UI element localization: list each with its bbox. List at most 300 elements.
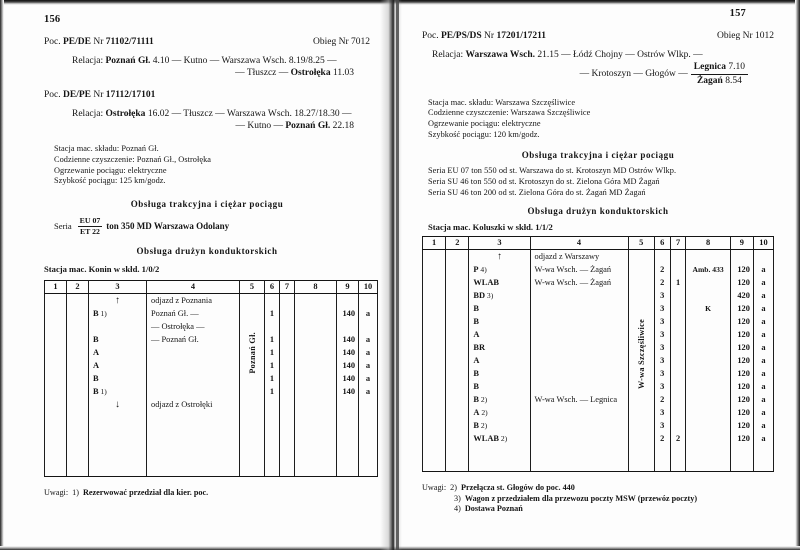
cell-col7 bbox=[280, 450, 295, 463]
table-row[interactable] bbox=[45, 307, 378, 320]
left-page bbox=[0, 0, 392, 550]
cell-weight: 120 bbox=[730, 341, 753, 354]
cell-weight: 120 bbox=[730, 406, 753, 419]
cell-col10: a bbox=[359, 333, 378, 346]
right-train1-obieg bbox=[717, 31, 774, 41]
cell-car-class bbox=[469, 393, 530, 406]
cell-car-class bbox=[89, 346, 147, 359]
car-class-label: B bbox=[93, 309, 99, 319]
cell-col2 bbox=[67, 346, 89, 359]
car-class-label: P bbox=[473, 265, 479, 275]
nr-value: 17201/17211 bbox=[496, 31, 547, 41]
cell-remark bbox=[295, 437, 337, 450]
cell-col10: a bbox=[753, 315, 773, 328]
table-row[interactable] bbox=[45, 463, 378, 477]
cell-col10 bbox=[359, 411, 378, 424]
spec-line: Szybkość pociągu: 125 km/godz. bbox=[54, 176, 166, 186]
cell-col10: a bbox=[359, 359, 378, 372]
relacja-origin: Ostrołęka bbox=[105, 108, 146, 119]
table-row[interactable] bbox=[423, 250, 774, 264]
relacja-destination: Poznań Gł. bbox=[285, 121, 331, 132]
col-header-6: 6 bbox=[654, 237, 670, 250]
cell-route bbox=[530, 432, 628, 445]
traction-line: Seria SU 46 ton 200 od st. Zielona Góra do st. Żagań MD Żagań bbox=[428, 187, 646, 197]
relacja-label: Relacja: bbox=[432, 50, 464, 60]
cell-col1 bbox=[423, 419, 446, 432]
car-class-label: A bbox=[473, 408, 480, 418]
cell-car-class bbox=[469, 276, 530, 289]
nr-value: 71102/71111 bbox=[105, 37, 154, 47]
cell-col10: a bbox=[753, 419, 773, 432]
cell-col10: a bbox=[753, 406, 773, 419]
cell-remark bbox=[686, 419, 730, 432]
cell-route bbox=[147, 346, 240, 359]
cell-route bbox=[530, 445, 628, 458]
cell-seat-count: 3 bbox=[654, 341, 670, 354]
nr-label: Nr bbox=[93, 37, 104, 47]
cell-col10: a bbox=[359, 372, 378, 385]
table-row[interactable] bbox=[45, 385, 378, 398]
cell-weight: 140 bbox=[337, 372, 359, 385]
cell-remark bbox=[295, 346, 337, 359]
cell-col7 bbox=[280, 385, 295, 398]
cell-car-class bbox=[89, 411, 147, 424]
cell-remark bbox=[295, 385, 337, 398]
cell-car-class bbox=[469, 367, 530, 380]
col-header-10: 10 bbox=[753, 237, 773, 250]
cell-col10 bbox=[359, 398, 378, 411]
cell-route bbox=[147, 450, 240, 463]
cell-col1 bbox=[45, 463, 67, 477]
footnote-ref: 2) bbox=[478, 395, 488, 405]
cell-col10: a bbox=[753, 302, 773, 315]
cell-weight: 120 bbox=[730, 419, 753, 432]
cell-car-class bbox=[469, 445, 530, 458]
dest-bottom-name: Żagań bbox=[696, 75, 723, 86]
obieg-value: 7012 bbox=[351, 37, 370, 47]
cell-col1 bbox=[423, 341, 446, 354]
col-header-3: 3 bbox=[469, 237, 530, 250]
col-header-1: 1 bbox=[45, 281, 67, 294]
poc-label: Poc. bbox=[422, 31, 439, 41]
cell-col7 bbox=[670, 289, 686, 302]
car-class-label: B bbox=[473, 395, 479, 405]
table-row[interactable] bbox=[45, 346, 378, 359]
footnote-ref: 2) bbox=[478, 421, 488, 431]
cell-col1 bbox=[423, 406, 446, 419]
cell-car-class bbox=[89, 385, 147, 398]
col-header-4: 4 bbox=[530, 237, 628, 250]
cell-seat-count: 3 bbox=[654, 328, 670, 341]
cell-seat-count: 2 bbox=[654, 276, 670, 289]
car-class-label: A bbox=[473, 356, 480, 366]
cell-seat-count bbox=[654, 250, 670, 264]
cell-seat-count bbox=[265, 398, 280, 411]
left-train1-poc bbox=[44, 37, 154, 47]
cell-route bbox=[147, 424, 240, 437]
table-row[interactable] bbox=[423, 367, 774, 380]
cell-remark bbox=[295, 307, 337, 320]
cell-car-class bbox=[469, 354, 530, 367]
left-train1-relacja bbox=[44, 55, 370, 80]
cell-car-class bbox=[469, 341, 530, 354]
cell-col5 bbox=[240, 450, 265, 463]
cell-seat-count bbox=[265, 320, 280, 333]
cell-weight: 120 bbox=[730, 263, 753, 276]
cell-col10 bbox=[359, 437, 378, 450]
right-conductor-station: Stacja mac. Koluszki w skłd. 1/1/2 bbox=[428, 222, 553, 233]
cell-weight: 120 bbox=[730, 380, 753, 393]
cell-weight: 140 bbox=[337, 359, 359, 372]
note-key: 3) bbox=[454, 493, 461, 503]
cell-route bbox=[530, 354, 628, 367]
cell-seat-count: 1 bbox=[265, 372, 280, 385]
cell-car-class bbox=[89, 437, 147, 450]
table-row[interactable] bbox=[45, 294, 378, 308]
cell-seat-count: 1 bbox=[265, 307, 280, 320]
cell-col10: a bbox=[753, 354, 773, 367]
relacja-line1: 4.10 — Kutno — Warszawa Wsch. 8.19/8.25 — bbox=[150, 56, 337, 66]
cell-route: — Poznań Gł. bbox=[147, 333, 240, 346]
footnote-ref: 1) bbox=[98, 309, 107, 319]
cell-col1 bbox=[45, 450, 67, 463]
dest-bottom-time: 8.54 bbox=[722, 75, 742, 86]
spec-line: Codzienne czyszczenie: Poznań Gł., Ostrołęka bbox=[54, 154, 212, 164]
table-row[interactable] bbox=[423, 380, 774, 393]
table-row[interactable] bbox=[423, 328, 774, 341]
left-page-number: 156 bbox=[44, 14, 61, 25]
car-class-label: B bbox=[473, 421, 479, 431]
cell-remark: K bbox=[686, 302, 730, 315]
cell-car-class bbox=[469, 406, 530, 419]
cell-car-class bbox=[89, 424, 147, 437]
cell-seat-count bbox=[265, 437, 280, 450]
cell-route: odjazd z Ostrołęki bbox=[147, 398, 240, 411]
left-conductor-station: Stacja mac. Konin w skłd. 1/0/2 bbox=[44, 264, 160, 275]
cell-col10: a bbox=[753, 367, 773, 380]
table-row[interactable] bbox=[423, 406, 774, 419]
dest-top-name: Legnica bbox=[693, 62, 726, 73]
home-station-vertical-label: Poznań Gł. bbox=[247, 331, 257, 374]
car-class-label: B bbox=[473, 382, 479, 392]
cell-seat-count: 2 bbox=[654, 393, 670, 406]
cell-route bbox=[530, 315, 628, 328]
cell-col5 bbox=[628, 458, 654, 472]
cell-route bbox=[147, 411, 240, 424]
cell-col7 bbox=[670, 328, 686, 341]
cell-car-class bbox=[469, 263, 530, 276]
col-header-2: 2 bbox=[67, 281, 89, 294]
cell-weight bbox=[337, 424, 359, 437]
cell-weight: 140 bbox=[337, 307, 359, 320]
relacja-destination-fraction bbox=[691, 62, 748, 86]
relacja-label: Relacja: bbox=[72, 108, 104, 119]
cell-col10: a bbox=[753, 380, 773, 393]
cell-col2 bbox=[446, 263, 469, 276]
col-header-7: 7 bbox=[670, 237, 686, 250]
table-row[interactable] bbox=[423, 458, 774, 472]
spec-line: Ogrzewanie pociągu: elektryczne bbox=[54, 165, 167, 175]
cell-car-class bbox=[89, 359, 147, 372]
relacja-label: Relacja: bbox=[72, 56, 104, 66]
obieg-label: Obieg Nr bbox=[717, 31, 753, 41]
cell-route bbox=[147, 359, 240, 372]
cell-col7 bbox=[670, 393, 686, 406]
nr-label: Nr bbox=[484, 31, 495, 41]
cell-route bbox=[147, 463, 240, 477]
table-row[interactable] bbox=[45, 359, 378, 372]
cell-weight bbox=[337, 450, 359, 463]
cell-col7 bbox=[280, 372, 295, 385]
cell-col7 bbox=[280, 411, 295, 424]
table-row[interactable] bbox=[423, 276, 774, 289]
left-train2-poc bbox=[44, 90, 370, 100]
cell-col10: a bbox=[753, 289, 773, 302]
cell-remark bbox=[295, 463, 337, 477]
nr-value: 17112/17101 bbox=[105, 89, 156, 100]
cell-car-class bbox=[89, 398, 147, 411]
col-header-5: 5 bbox=[628, 237, 654, 250]
cell-route bbox=[530, 380, 628, 393]
col-header-2: 2 bbox=[446, 237, 469, 250]
cell-col7 bbox=[670, 250, 686, 264]
seria-rest: ton 350 MD Warszawa Odolany bbox=[106, 221, 230, 232]
right-train1-poc bbox=[422, 31, 546, 41]
cell-remark bbox=[686, 341, 730, 354]
table-row[interactable] bbox=[423, 432, 774, 445]
cell-col5 bbox=[240, 463, 265, 477]
table-row[interactable] bbox=[45, 450, 378, 463]
cell-col1 bbox=[45, 320, 67, 333]
home-station-vertical-label: W-wa Szczęśliwice bbox=[636, 319, 646, 390]
left-table-wrap bbox=[44, 280, 373, 477]
cell-col2 bbox=[446, 380, 469, 393]
cell-col1 bbox=[45, 398, 67, 411]
cell-route: — Ostrołęka — bbox=[147, 320, 240, 333]
traction-line: Seria EU 07 ton 550 od st. Warszawa do st. Krotoszyn MD Ostrów Wlkp. bbox=[428, 166, 677, 176]
table-row[interactable] bbox=[423, 419, 774, 432]
left-train1-obieg bbox=[313, 37, 370, 47]
cell-route bbox=[530, 341, 628, 354]
cell-seat-count bbox=[265, 424, 280, 437]
note-key: 2) bbox=[450, 483, 457, 493]
notes-label: Uwagi: bbox=[44, 488, 69, 498]
cell-seat-count: 3 bbox=[654, 289, 670, 302]
car-class-label: B bbox=[473, 369, 479, 379]
cell-remark bbox=[686, 315, 730, 328]
cell-col7 bbox=[280, 294, 295, 308]
table-row[interactable] bbox=[45, 372, 378, 385]
table-row[interactable] bbox=[423, 354, 774, 367]
spec-line: Codzienne czyszczenie: Warszawa Szczęśliwice bbox=[428, 108, 591, 118]
cell-weight: 120 bbox=[730, 276, 753, 289]
table-row[interactable] bbox=[45, 424, 378, 437]
footnote-ref: 3) bbox=[485, 291, 494, 301]
relacja-dest-top bbox=[691, 62, 748, 74]
table-row[interactable] bbox=[423, 393, 774, 406]
cell-col5 bbox=[240, 294, 265, 308]
cell-col10 bbox=[753, 250, 773, 264]
cell-col10: a bbox=[753, 432, 773, 445]
cell-col2 bbox=[446, 445, 469, 458]
col-header-8: 8 bbox=[686, 237, 730, 250]
cell-col7 bbox=[280, 320, 295, 333]
col-header-7: 7 bbox=[280, 281, 295, 294]
cell-col5 bbox=[240, 411, 265, 424]
col-header-1: 1 bbox=[423, 237, 446, 250]
cell-col7 bbox=[280, 333, 295, 346]
car-class-label: B bbox=[93, 374, 99, 384]
cell-remark bbox=[686, 328, 730, 341]
cell-seat-count: 3 bbox=[654, 302, 670, 315]
cell-col10: a bbox=[359, 385, 378, 398]
cell-col2 bbox=[446, 419, 469, 432]
cell-col7 bbox=[280, 398, 295, 411]
table-row[interactable] bbox=[423, 263, 774, 276]
cell-weight bbox=[730, 250, 753, 264]
cell-remark bbox=[686, 367, 730, 380]
spec-line: Szybkość pociągu: 120 km/godz. bbox=[428, 129, 540, 139]
cell-remark bbox=[686, 250, 730, 264]
cell-seat-count bbox=[265, 450, 280, 463]
cell-remark bbox=[295, 372, 337, 385]
cell-col10 bbox=[359, 320, 378, 333]
cell-weight bbox=[337, 463, 359, 477]
cell-col1 bbox=[45, 294, 67, 308]
cell-col1 bbox=[423, 263, 446, 276]
table-row[interactable] bbox=[45, 333, 378, 346]
cell-col2 bbox=[67, 398, 89, 411]
cell-car-class bbox=[89, 320, 147, 333]
footnote-ref: 4) bbox=[478, 265, 487, 275]
left-train2-relacja bbox=[44, 108, 370, 133]
seria-prefix: Seria bbox=[54, 221, 72, 232]
note-text: Rezerwować przedział dla kier. poc. bbox=[82, 488, 209, 498]
note-text: Dostawa Poznań bbox=[464, 504, 523, 514]
cell-col2 bbox=[446, 289, 469, 302]
cell-col7 bbox=[670, 406, 686, 419]
table-row[interactable] bbox=[423, 289, 774, 302]
cell-col2 bbox=[446, 315, 469, 328]
cell-col7 bbox=[280, 359, 295, 372]
cell-col2 bbox=[67, 359, 89, 372]
dest-top-time: 7.10 bbox=[726, 62, 745, 73]
right-specs-block bbox=[422, 98, 774, 140]
cell-col10 bbox=[753, 445, 773, 458]
cell-col1 bbox=[423, 302, 446, 315]
cell-seat-count: 1 bbox=[265, 359, 280, 372]
cell-route bbox=[530, 419, 628, 432]
cell-col7: 2 bbox=[670, 432, 686, 445]
cell-seat-count: 3 bbox=[654, 367, 670, 380]
right-train1-relacja bbox=[422, 49, 774, 86]
col-header-9: 9 bbox=[337, 281, 359, 294]
cell-route bbox=[530, 328, 628, 341]
car-class-label: BR bbox=[473, 343, 486, 353]
cell-col2 bbox=[446, 458, 469, 472]
table-row[interactable] bbox=[45, 398, 378, 411]
cell-seat-count bbox=[654, 458, 670, 472]
cell-remark bbox=[686, 276, 730, 289]
cell-col7 bbox=[670, 341, 686, 354]
cell-col1 bbox=[423, 276, 446, 289]
table-row[interactable] bbox=[423, 341, 774, 354]
cell-col2 bbox=[67, 450, 89, 463]
cell-remark bbox=[686, 432, 730, 445]
cell-remark bbox=[295, 411, 337, 424]
direction-arrow-icon: ↑ bbox=[115, 295, 120, 307]
cell-col7 bbox=[670, 419, 686, 432]
cell-col2 bbox=[67, 463, 89, 477]
cell-col10: a bbox=[359, 307, 378, 320]
cell-col5 bbox=[628, 445, 654, 458]
cell-weight bbox=[337, 320, 359, 333]
cell-col2 bbox=[67, 372, 89, 385]
cell-col10: a bbox=[359, 346, 378, 359]
cell-col1 bbox=[423, 380, 446, 393]
cell-remark bbox=[686, 380, 730, 393]
cell-seat-count: 3 bbox=[654, 315, 670, 328]
col-header-4: 4 bbox=[147, 281, 240, 294]
poc-code: PE/DE bbox=[63, 37, 91, 47]
car-class-label: B bbox=[473, 317, 479, 327]
cell-remark bbox=[686, 445, 730, 458]
cell-remark bbox=[686, 354, 730, 367]
note-text: Przełącza st. Głogów do poc. 440 bbox=[460, 483, 575, 493]
left-seria-line bbox=[44, 217, 370, 236]
cell-weight: 140 bbox=[337, 333, 359, 346]
table-row[interactable] bbox=[423, 302, 774, 315]
right-page bbox=[404, 0, 800, 550]
cell-col1 bbox=[45, 424, 67, 437]
right-train1-header bbox=[422, 31, 774, 41]
cell-car-class bbox=[89, 333, 147, 346]
cell-weight: 120 bbox=[730, 315, 753, 328]
cell-col7 bbox=[670, 380, 686, 393]
left-schedule-table bbox=[44, 280, 378, 477]
cell-col1 bbox=[423, 445, 446, 458]
col-header-5: 5 bbox=[240, 281, 265, 294]
cell-seat-count bbox=[265, 411, 280, 424]
right-page-number: 157 bbox=[729, 8, 746, 19]
direction-arrow-icon: ↑ bbox=[496, 251, 502, 263]
cell-weight: 140 bbox=[337, 346, 359, 359]
cell-col1 bbox=[423, 328, 446, 341]
table-row[interactable] bbox=[45, 437, 378, 450]
cell-col7 bbox=[670, 458, 686, 472]
cell-remark bbox=[686, 289, 730, 302]
table-row[interactable] bbox=[45, 320, 378, 333]
car-class-label: WLAB bbox=[473, 434, 499, 444]
cell-remark: Amb. 433 bbox=[686, 263, 730, 276]
nr-label: Nr bbox=[93, 89, 104, 100]
cell-weight: 120 bbox=[730, 367, 753, 380]
relacja-line1: 16.02 — Tłuszcz — Warszawa Wsch. 18.27/18.30 — bbox=[145, 108, 352, 119]
table-row[interactable] bbox=[423, 315, 774, 328]
relacja-line2-post: 11.03 bbox=[330, 68, 354, 79]
cell-weight: 120 bbox=[730, 432, 753, 445]
cell-route bbox=[530, 302, 628, 315]
relacja-origin: Warszawa Wsch. bbox=[465, 50, 535, 60]
traction-line: Seria SU 46 ton 550 od st. Krotoszyn do st. Zielona Góra MD Żagań bbox=[428, 176, 660, 186]
table-row[interactable] bbox=[423, 445, 774, 458]
table-row[interactable] bbox=[45, 411, 378, 424]
right-traction-lines bbox=[422, 166, 774, 198]
cell-remark bbox=[295, 359, 337, 372]
relacja-origin: Poznań Gł. bbox=[105, 56, 151, 66]
cell-route bbox=[530, 289, 628, 302]
cell-col1 bbox=[423, 393, 446, 406]
